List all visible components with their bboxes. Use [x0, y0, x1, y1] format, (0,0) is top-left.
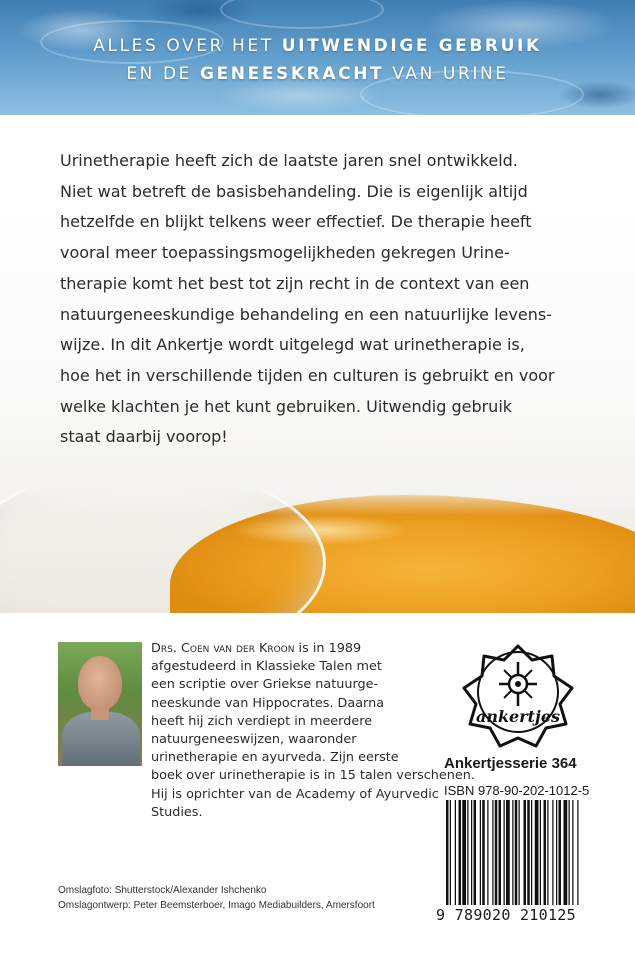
bio-line: Hij is oprichter van de Academy of Ayurvedic — [151, 786, 439, 802]
blurb-line: welke klachten je het kunt gebruiken. Uitwendig gebruik — [60, 396, 513, 416]
barcode-bar — [531, 800, 532, 905]
tagline-line-1: ALLES OVER HET UITWENDIGE GEBRUIK — [93, 36, 542, 56]
design-credit: Omslagontwerp: Peter Beemsterboer, Imago Mediabuilders, Amersfoort — [58, 900, 375, 911]
barcode-bar — [535, 800, 539, 905]
bio-line: neeskunde van Hippocrates. Daarna — [151, 695, 385, 711]
barcode-bar — [524, 800, 527, 905]
barcode-bar — [547, 800, 548, 905]
blurb-line: Niet wat betreft de basisbehandeling. Die is eigenlijk altijd — [60, 181, 528, 201]
bio-line: afgestudeerd in Klassieke Talen met — [151, 659, 382, 675]
blurb-line: vooral meer toepassingsmogelijkheden gekregen Urine- — [60, 243, 510, 263]
blurb-line: wijze. In dit Ankertje wordt uitgelegd wat urinetherapie is, — [60, 335, 525, 355]
blurb-line: therapie komt het best tot zijn recht in de context van een — [60, 273, 530, 293]
author-photo — [58, 642, 142, 766]
bio-line: heeft hij zich verdiept in meerdere — [151, 713, 373, 729]
barcode-bar — [527, 800, 530, 905]
barcode-bar — [446, 800, 449, 905]
barcode-bar — [462, 800, 466, 905]
barcode-bar — [474, 800, 477, 905]
photo-credit: Omslagfoto: Shutterstock/Alexander Ishchenko — [58, 885, 267, 896]
barcode-bar — [569, 800, 570, 905]
barcode-bar — [467, 800, 468, 905]
barcode-bar — [487, 800, 488, 905]
barcode-bar — [540, 800, 541, 905]
author-name: Drs. Coen van der Kroon — [151, 641, 295, 656]
blurb-line: natuurgeneeskundige behandeling en een natuurlijke levens- — [60, 304, 552, 324]
barcode-bar — [504, 800, 505, 905]
barcode-bar — [499, 800, 502, 905]
barcode-bar — [559, 800, 562, 905]
barcode-bar — [480, 800, 481, 905]
barcode-bar — [471, 800, 472, 905]
barcode-bar — [564, 800, 568, 905]
author-photo-body — [62, 712, 140, 766]
isbn-label: ISBN 978-90-202-1012-5 — [444, 783, 590, 798]
bio-line: natuurgeneeswijzen, waaronder — [151, 732, 357, 748]
blurb-text — [60, 146, 600, 453]
barcode-bar — [506, 800, 510, 905]
header-water-band — [0, 0, 635, 115]
bio-line: Studies. — [151, 804, 203, 820]
photo-fade — [0, 485, 635, 515]
barcode-bar — [450, 800, 451, 905]
bio-line: boek over urinetherapie is in 15 talen verschenen. — [151, 768, 475, 784]
author-photo-head — [78, 656, 122, 710]
blurb-line: hoe het in verschillende tijden en culturen is gebruikt en voor — [60, 365, 555, 385]
barcode-bar — [519, 800, 520, 905]
bio-line: is in 1989 — [294, 641, 362, 656]
blurb-line: hetzelfde en blijkt telkens weer effectief. De therapie heeft — [60, 212, 532, 232]
barcode-bar — [556, 800, 557, 905]
credits — [58, 883, 418, 913]
blurb-line: Urinetherapie heeft zich de laatste jaren snel ontwikkeld. — [60, 151, 518, 170]
barcode-bar — [577, 800, 578, 905]
barcode-bar — [544, 800, 547, 905]
barcode-bar — [572, 800, 573, 905]
barcode-bar — [482, 800, 485, 905]
barcode-bar — [495, 800, 498, 905]
barcode-bar — [492, 800, 493, 905]
barcode-bar — [512, 800, 513, 905]
barcode-number: 9 789020 210125 — [436, 906, 576, 924]
barcode — [444, 800, 614, 905]
series-label: Ankertjesserie 364 — [444, 755, 577, 772]
logo-text: ankertjes — [475, 707, 561, 726]
barcode-bar — [455, 800, 456, 905]
ankertjes-logo — [458, 642, 578, 752]
barcode-bar — [459, 800, 462, 905]
tagline-line-2: EN DE GENEESKRACHT VAN URINE — [126, 64, 509, 84]
glass-photo — [0, 485, 635, 613]
blurb-line: staat daarbij voorop! — [60, 427, 228, 447]
barcode-bar — [515, 800, 518, 905]
barcode-bar — [552, 800, 553, 905]
author-bio — [151, 640, 475, 822]
bio-line: urinetherapie en ayurveda. Zijn eerste — [151, 750, 399, 766]
bio-line: een scriptie over Griekse natuurge- — [151, 677, 379, 693]
